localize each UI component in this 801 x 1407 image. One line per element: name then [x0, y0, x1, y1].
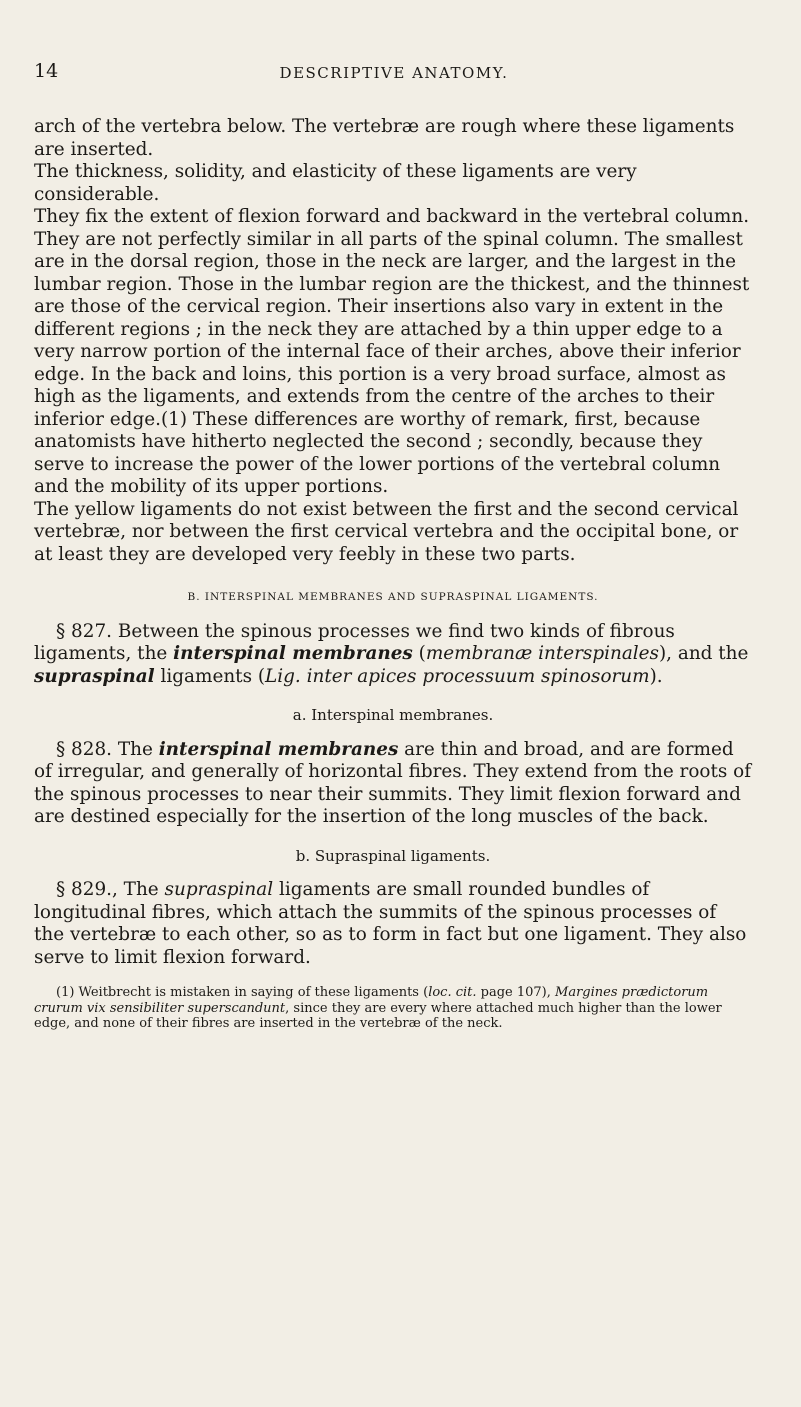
footnote: (1) Weitbrecht is mistaken in saying of these ligaments (loc. cit. page 107), Margines prædictorum crurum vix sensibiliter superscandunt, since they are every where attached much higher than the lower edge, and none of their fibres are inserted in the vertebræ of the neck. [34, 985, 722, 1031]
body-text [34, 116, 752, 1032]
section-828: § 828. The interspinal membranes are thin and broad, and are formed of irregular, and generally of horizontal fibres. They extend from the roots of the spinous processes to near their summits. They limit flexion forward and are destined especially for the insertion of the long muscles of the back. [34, 738, 752, 827]
paragraph: They fix the extent of flexion forward and backward in the vertebral column. [34, 206, 750, 227]
subsection-heading: a. Interspinal membranes. [292, 706, 494, 724]
section-827: § 827. Between the spinous processes we find two kinds of fibrous ligaments, the interspinal membranes (membranæ interspinales), and the supraspinal ligaments (Lig. inter apices processuum spinosorum). [34, 620, 749, 687]
paragraph: The thickness, solidity, and elasticity of these ligaments are very considerable. [34, 161, 637, 205]
paragraph: The yellow ligaments do not exist between the first and the second cervical vertebræ, nor between the first cervical vertebra and the occipital bone, or at least they are developed very feebly in these two parts. [34, 498, 739, 565]
running-head: DESCRIPTIVE ANATOMY. [279, 64, 509, 82]
paragraph: arch of the vertebra below. The vertebræ are rough where these ligaments are inserted. [34, 116, 735, 160]
subsection-heading: b. Supraspinal ligaments. [295, 846, 491, 865]
paragraph: They are not perfectly similar in all parts of the spinal column. The smallest are in the dorsal region, those in the neck are larger, and the largest in the lumbar region. Those in the lumbar region are the thickest, and the thinnest are those of the cervical region. Their insertions also vary in extent in the different regions ; in the neck they are attached by a thin upper edge to a very narrow portion of the internal face of their arches, above their inferior edge. In the back and loins, this portion is a very broad surface, almost as high as the ligaments, and extends from the centre of the arches to their inferior edge.(1) These differences are worthy of remark, first, because anatomists have hitherto neglected the second ; secondly, because they serve to increase the power of the lower portions of the vertebral column and the mobility of its upper portions. [34, 228, 750, 497]
page-number: 14 [34, 60, 59, 82]
section-829: § 829., The supraspinal ligaments are small rounded bundles of longitudinal fibres, which attach the summits of the spinous processes of the vertebræ to each other, so as to form in fact but one ligament. They also serve to limit flexion forward. [34, 879, 747, 968]
section-heading: B. INTERSPINAL MEMBRANES AND SUPRASPINAL LIGAMENTS. [187, 591, 599, 603]
page-header [34, 60, 754, 90]
